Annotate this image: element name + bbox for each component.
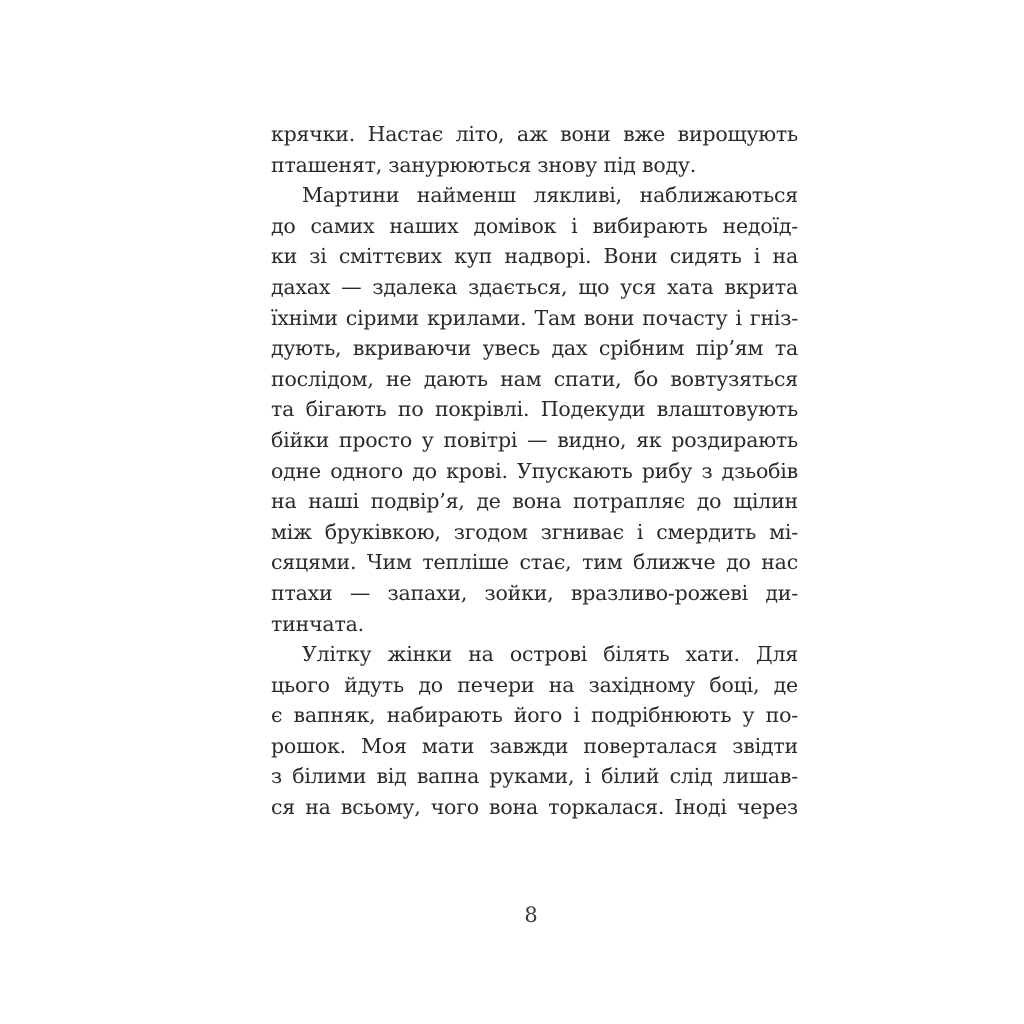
text-line: рошок. Моя мати завжди поверталася звідти bbox=[271, 733, 798, 758]
text-line: з білими від вапна руками, і білий слід лишав- bbox=[271, 764, 798, 789]
text-line: до самих наших домівок і вибирають недоїд- bbox=[271, 213, 798, 238]
text-line: ся на всьому, чого вона торкалася. Іноді через bbox=[271, 795, 798, 820]
text-line: на наші подвір’я, де вона потрапляє до щілин bbox=[271, 489, 798, 514]
body-text bbox=[271, 119, 798, 823]
text-line: дують, вкриваючи увесь дах срібним пір’ям та bbox=[271, 336, 798, 361]
text-line: птахи — запахи, зойки, вразливо-рожеві ди- bbox=[271, 580, 798, 605]
text-line: крячки. Настає літо, аж вони вже вирощують bbox=[271, 122, 798, 146]
text-line: одне одного до крові. Упускають рибу з дзьобів bbox=[271, 458, 798, 483]
text-line: Мартини найменш лякливі, наближаються bbox=[302, 183, 798, 208]
text-line: їхніми сірими крилами. Там вони почасту і гніз- bbox=[271, 305, 798, 330]
text-line: ки зі сміттєвих куп надворі. Вони сидять і на bbox=[271, 244, 798, 269]
text-line: та бігають по покрівлі. Подекуди влаштовують bbox=[271, 397, 798, 422]
text-line: пташенят, занурюються знову під воду. bbox=[271, 152, 697, 177]
text-line: сяцями. Чим тепліше стає, тим ближче до нас bbox=[271, 550, 798, 575]
page-number: 8 bbox=[524, 903, 538, 927]
text-line: дахах — здалека здається, що уся хата вкрита bbox=[271, 274, 798, 299]
text-line: між бруківкою, згодом згниває і смердить мі- bbox=[271, 519, 798, 544]
text-line: бійки просто у повітрі — видно, як роздирають bbox=[271, 427, 798, 452]
text-line: Улітку жінки на острові білять хати. Для bbox=[302, 642, 798, 667]
text-line: цього йдуть до печери на західному боці, де bbox=[271, 672, 798, 697]
text-line: тинчата. bbox=[271, 611, 364, 636]
text-line: послідом, не дають нам спати, бо вовтузяться bbox=[271, 366, 798, 391]
text-line: є вапняк, набирають його і подрібнюють у по- bbox=[271, 703, 798, 728]
